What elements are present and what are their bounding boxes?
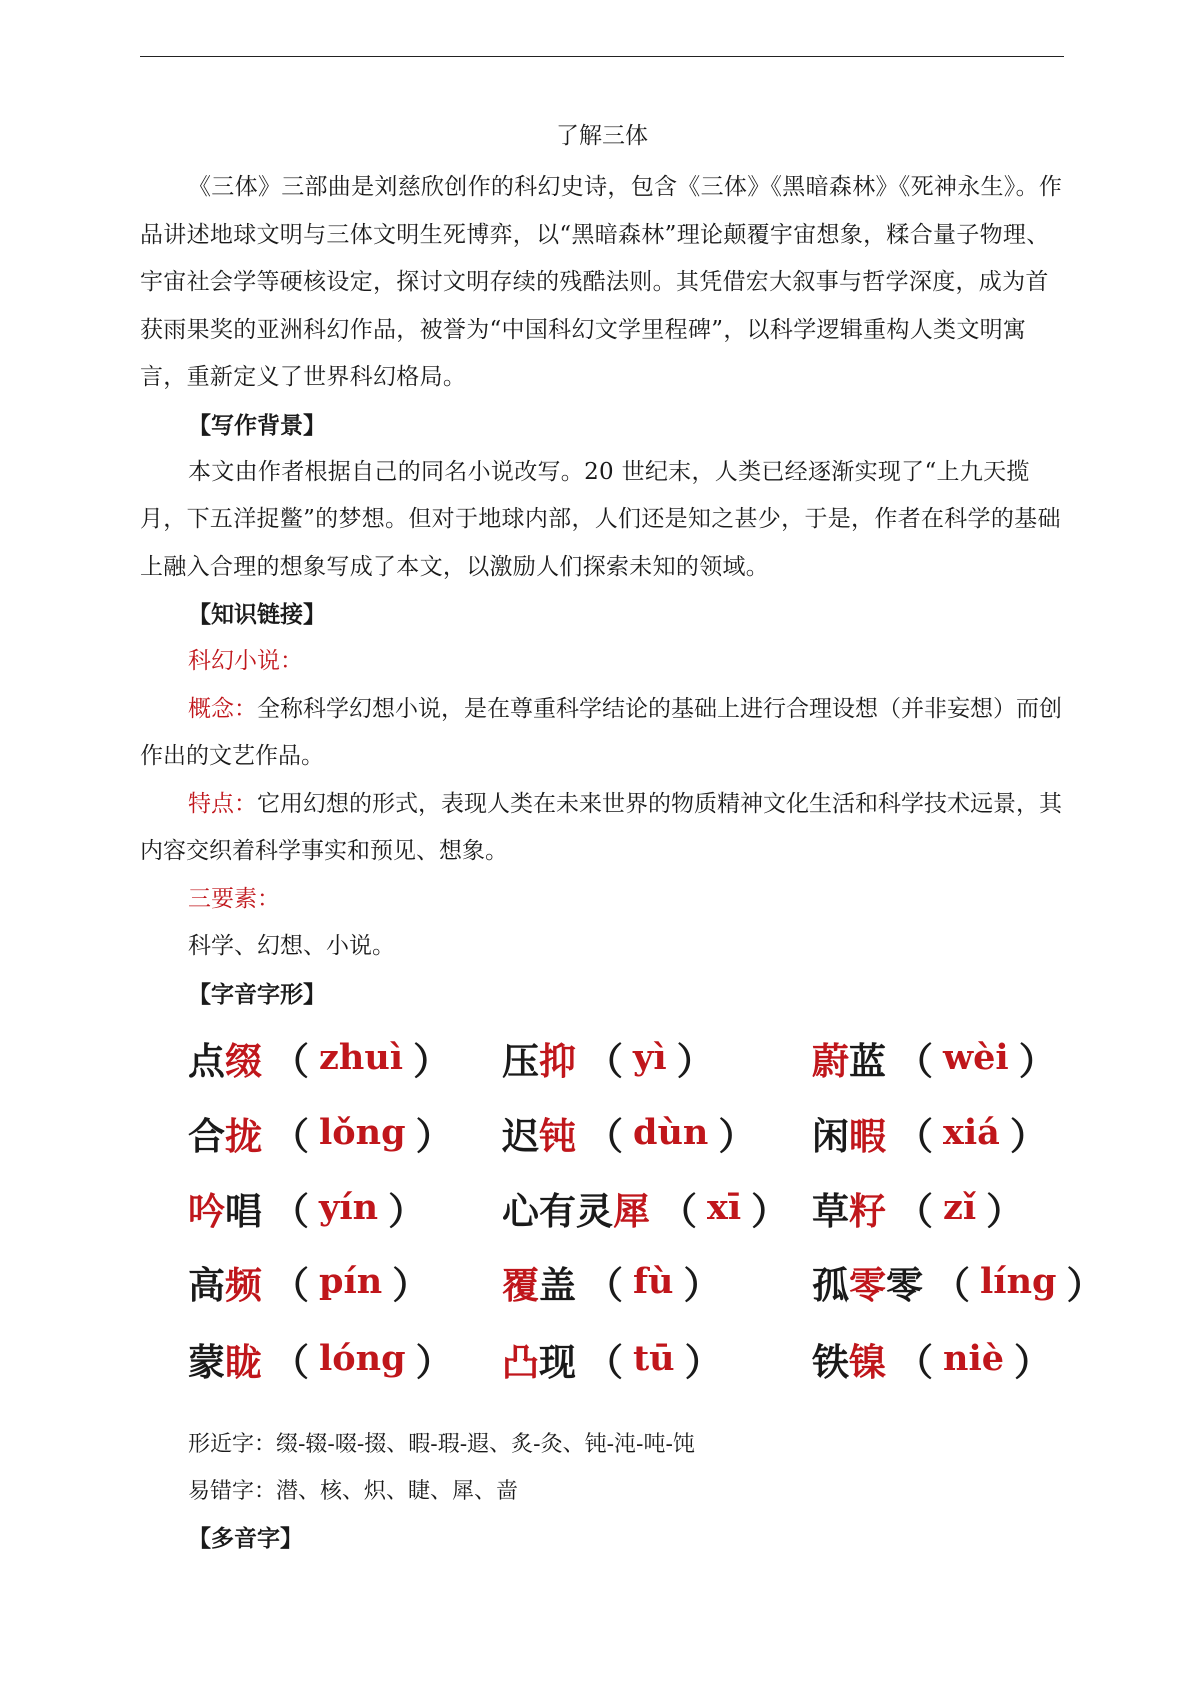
word-highlight-char: 犀 [613,1188,650,1233]
open-paren: （ [933,1262,970,1307]
close-paren: ） [683,1262,721,1307]
close-paren: ） [1009,1113,1047,1158]
open-paren: （ [272,1339,309,1384]
pinyin-word-item [502,1252,731,1312]
pinyin-text: líng [980,1261,1057,1302]
word-characters [502,1106,576,1160]
word-highlight-char: 凸 [502,1339,539,1384]
word-characters [502,1181,650,1235]
close-paren: ） [684,1339,722,1384]
pinyin-word-item [502,1329,732,1389]
open-paren: （ [896,1038,933,1083]
word-characters [812,1255,923,1309]
concept-text: 全称科学幻想小说，是在尊重科学结论的基础上进行合理设想（并非妄想）而创作出的文艺作品。 [140,695,1062,769]
word-highlight-char: 钝 [539,1113,576,1158]
word-characters [812,1106,886,1160]
open-paren: （ [272,1188,309,1233]
word-plain-prefix: 压 [502,1038,539,1083]
close-paren: ） [415,1113,453,1158]
word-plain-prefix: 孤 [812,1262,849,1307]
word-plain-prefix: 合 [188,1113,225,1158]
writing-background-heading: 【写作背景】 [188,411,326,439]
close-paren: ） [415,1339,453,1384]
pinyin-text: fù [633,1261,674,1302]
word-plain-prefix: 草 [812,1188,849,1233]
scifi-label: 科幻小说： [188,648,303,674]
word-highlight-char: 籽 [849,1188,886,1233]
feature-label: 特点： [188,790,257,817]
close-paren: ） [1018,1038,1056,1083]
word-plain-prefix: 迟 [502,1113,539,1158]
word-plain-suffix: 现 [539,1339,576,1384]
word-plain-suffix: 唱 [225,1188,262,1233]
pinyin-text: dùn [633,1112,709,1153]
page-title: 了解三体 [556,123,648,149]
word-plain-prefix: 铁 [812,1339,849,1384]
close-paren: ） [676,1038,714,1083]
word-highlight-char: 缀 [225,1038,262,1083]
feature-paragraph [140,781,1064,876]
intro-paragraph: 《三体》三部曲是刘慈欣创作的科幻史诗，包含《三体》《黑暗森林》《死神永生》。作品讲述地球文明与三体文明生死博弈，以“黑暗森林”理论颠覆宇宙想象，糅合量子物理、宇宙社会学等硬核设定，探讨文明存续的残酷法则。其凭借宏大叙事与哲学深度，成为首获雨果奖的亚洲科幻作品，被誉为“中国科幻文学里程碑”，以科学逻辑重构人类文明寓言，重新定义了世界科幻格局。 [140,174,1063,390]
similar-chars-line: 形近字：缀-辍-啜-掇、暇-瑕-遐、炙-灸、钝-沌-吨-饨 [188,1431,695,1457]
pinyin-word-item [812,1028,1066,1088]
pinyin-word-item [188,1252,439,1312]
open-paren: （ [896,1339,933,1384]
pinyin-word-item [812,1329,1061,1389]
word-highlight-char: 蔚 [812,1038,849,1083]
word-plain-prefix: 高 [188,1262,225,1307]
open-paren: （ [586,1339,623,1384]
knowledge-link-heading: 【知识链接】 [188,601,326,628]
pinyin-word-item [812,1252,1114,1312]
open-paren: （ [896,1188,933,1233]
close-paren: ） [388,1188,426,1233]
word-plain-suffix: 盖 [539,1262,576,1307]
close-paren: ） [986,1188,1024,1233]
close-paren: ） [392,1262,430,1307]
pinyin-text: yín [319,1187,379,1228]
char-sound-heading: 【字音字形】 [188,980,326,1008]
word-characters [812,1332,886,1386]
word-characters [502,1031,576,1085]
open-paren: （ [660,1188,697,1233]
document-body [140,118,1104,1562]
word-characters [188,1181,262,1235]
word-highlight-char: 镍 [849,1339,886,1384]
word-highlight-char: 频 [225,1262,262,1307]
pinyin-text: yì [633,1037,667,1078]
word-characters [812,1031,886,1085]
pinyin-text: tū [633,1338,675,1379]
pinyin-text: pín [319,1261,383,1302]
feature-text: 它用幻想的形式，表现人类在未来世界的物质精神文化生活和科学技术远景，其内容交织着科学事实和预见、想象。 [140,790,1062,864]
writing-background-text: 本文由作者根据自己的同名小说改写。20 世纪末，人类已经逐渐实现了“上九天揽月，下五洋捉鳖”的梦想。但对于地球内部，人们还是知之甚少，于是，作者在科学的基础上融入合理的想象写成了本文，以激励人们探索未知的领域。 [140,458,1061,580]
pinyin-word-grid [140,1028,1104,1413]
word-characters [188,1255,262,1309]
concept-paragraph [140,686,1064,781]
pinyin-word-item [502,1178,798,1238]
close-paren: ） [1066,1262,1104,1307]
elements-text: 科学、幻想、小说。 [188,933,395,959]
close-paren: ） [751,1188,789,1233]
word-highlight-char: 拢 [225,1113,262,1158]
header-rule [140,56,1064,57]
pinyin-text: lǒng [319,1112,406,1153]
pinyin-word-item [188,1178,435,1238]
word-highlight-char: 抑 [539,1038,576,1083]
polyphone-heading: 【多音字】 [188,1524,303,1552]
pinyin-word-item [812,1178,1033,1238]
pinyin-text: wèi [943,1037,1009,1078]
open-paren: （ [896,1113,933,1158]
word-characters [812,1181,886,1235]
open-paren: （ [272,1113,309,1158]
pinyin-text: zǐ [943,1187,977,1228]
word-plain-suffix: 零 [886,1262,923,1307]
concept-label: 概念： [188,695,257,722]
pinyin-text: niè [943,1338,1005,1379]
word-plain-prefix: 点 [188,1038,225,1083]
close-paren: ） [1014,1339,1052,1384]
pinyin-word-item [188,1103,463,1163]
error-chars-line: 易错字：潜、核、炽、睫、犀、啬 [188,1478,519,1504]
pinyin-text: zhuì [319,1037,404,1078]
open-paren: （ [272,1262,309,1307]
close-paren: ） [413,1038,451,1083]
word-characters [502,1255,576,1309]
word-characters [502,1332,576,1386]
close-paren: ） [718,1113,756,1158]
pinyin-word-item [188,1329,463,1389]
pinyin-word-item [812,1103,1057,1163]
word-characters [188,1106,262,1160]
word-plain-prefix: 心有灵 [502,1188,613,1233]
pinyin-word-item [188,1028,460,1088]
open-paren: （ [272,1038,309,1083]
word-highlight-char: 零 [849,1262,886,1307]
word-characters [188,1332,262,1386]
pinyin-text: lóng [319,1338,406,1379]
word-highlight-char: 眬 [225,1339,262,1384]
word-plain-prefix: 蒙 [188,1339,225,1384]
pinyin-word-item [502,1103,765,1163]
pinyin-text: xiá [943,1112,1000,1153]
open-paren: （ [586,1262,623,1307]
pinyin-text: xī [707,1187,742,1228]
word-highlight-char: 覆 [502,1262,539,1307]
open-paren: （ [586,1113,623,1158]
word-plain-prefix: 闲 [812,1113,849,1158]
word-highlight-char: 暇 [849,1113,886,1158]
elements-label: 三要素： [188,885,280,912]
word-highlight-char: 吟 [188,1188,225,1233]
word-characters [188,1031,262,1085]
word-plain-suffix: 蓝 [849,1038,886,1083]
open-paren: （ [586,1038,623,1083]
pinyin-word-item [502,1028,724,1088]
